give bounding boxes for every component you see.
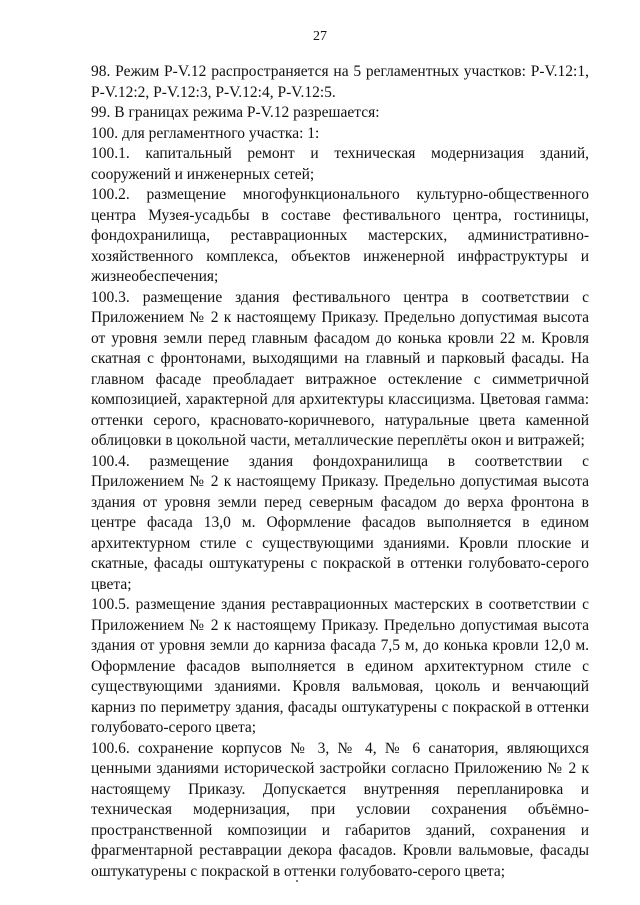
paragraph-100-4: 100.4. размещение здания фондохранилища в соответствии с Приложением № 2 к настоящему Приказу. Предельно допустимая высота здания от уровня земли перед северным фасадом до верха фронтона в центре фасада 13,0 м. Оформление фасадов выполняется в едином архитектурном стиле с существующими зданиями. Кровли плоские и скатные, фасады оштукатурены с покраской в оттенки голубовато-серого цвета; <box>91 452 589 593</box>
paragraph-100: 100. для регламентного участка: 1: <box>91 124 320 142</box>
paragraph-100-2: 100.2. размещение многофункционального культурно-общественного центра Музея-усадьбы в составе фестивального центра, гостиницы, фондохранилища, реставрационных мастерских, административно-хозяйственного комплекса, объектов инженерной инфраструктуры и жизнеобеспечения; <box>91 186 589 285</box>
scan-speck <box>296 880 298 882</box>
paragraph-99: 99. В границах режима Р-V.12 разрешается: <box>91 104 380 121</box>
paragraph-100-3: 100.3. размещение здания фестивального центра в соответствии с Приложением № 2 к настоящему Приказу. Предельно допустимая высота от уровня земли перед главным фасадом до конька кровли 22 м. Кровля скатная с фронтонами, выходящими на главный и парковый фасады. На главном фасаде преобладает витражное остекление с симметричной композицией, характерной для архитектуры классицизма. Цветовая гамма: оттенки серого, красновато-коричневого, натуральные цвета каменной облицовки в цокольной части, металлические переплёты окон и витражей; <box>91 288 589 449</box>
page-number: 27 <box>313 29 327 44</box>
paragraph-98: 98. Режим Р-V.12 распространяется на 5 регламентных участков: Р-V.12:1, Р-V.12:2, Р-V.12:3, Р-V.12:4, Р-V.12:5. <box>91 63 589 101</box>
paragraph-100-5: 100.5. размещение здания реставрационных мастерских в соответствии с Приложением № 2 к настоящему Приказу. Предельно допустимая высота здания от уровня земли до карниза фасада 7,5 м, до конька кровли 12,0 м. Оформление фасадов выполняется в едином архитектурном стиле с существующими зданиями. Кровля вальмовая, цоколь и венчающий карниз по периметру здания, фасады оштукатурены с покраской в оттенки голубовато-серого цвета; <box>91 596 589 736</box>
document-body <box>91 62 589 882</box>
paragraph-100-1: 100.1. капитальный ремонт и техническая модернизация зданий, сооружений и инженерных сетей; <box>91 145 589 183</box>
paragraph-100-6: 100.6. сохранение корпусов № 3, № 4, № 6 санатория, являющихся ценными зданиями исторической застройки согласно Приложению № 2 к настоящему Приказу. Допускается внутренняя перепланировка и техническая модернизация, при условии сохранения объёмно-пространственной композиции и габаритов зданий, сохранения и фрагментарной реставрации декора фасадов. Кровли вальмовые, фасады оштукатурены с покраской в оттенки голубовато-серого цвета; <box>91 739 589 880</box>
